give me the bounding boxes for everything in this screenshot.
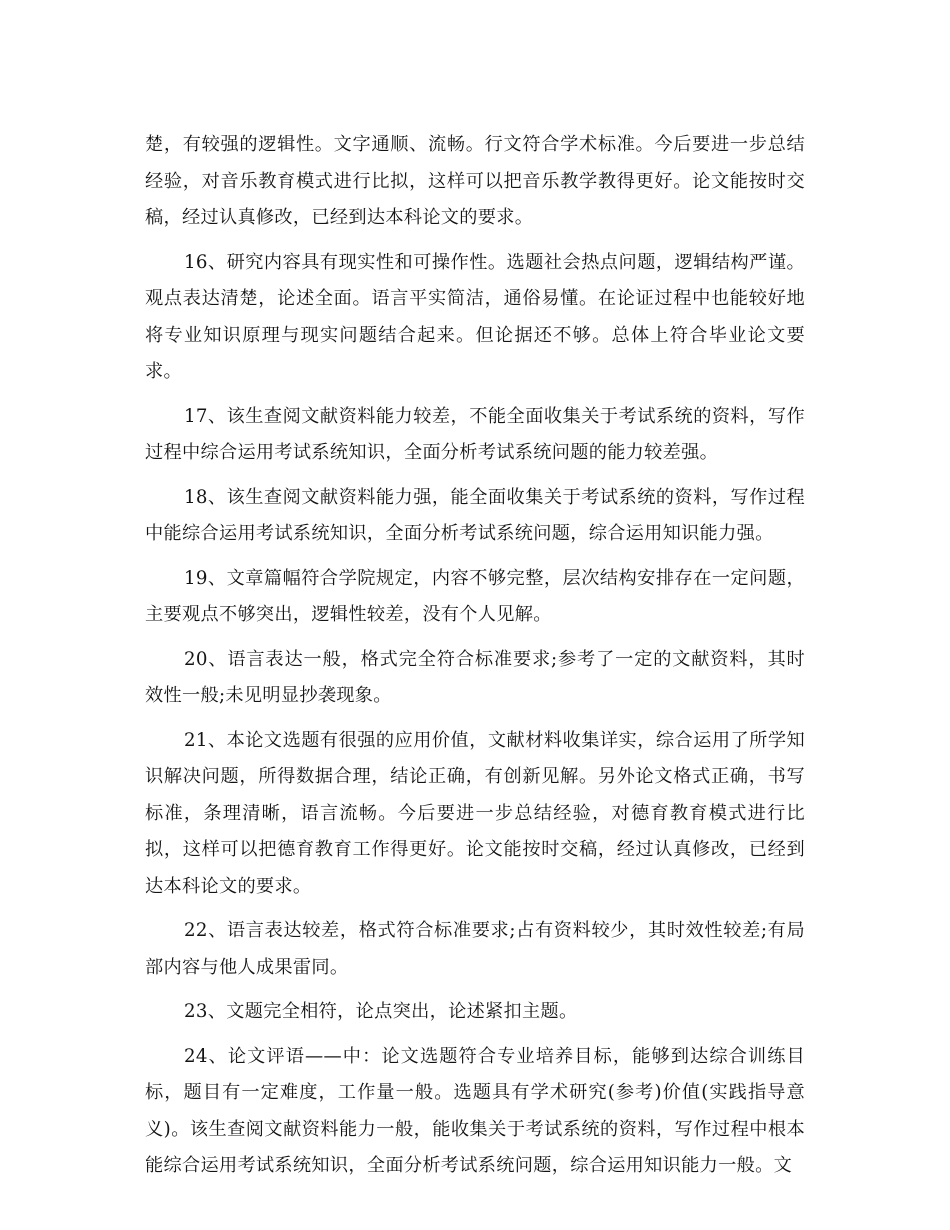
paragraph-17: 17、该生查阅文献资料能力较差，不能全面收集关于考试系统的资料，写作过程中综合运用考试系统知识，全面分析考试系统问题的能力较差强。 [145,405,805,463]
paragraph-19: 19、文章篇幅符合学院规定，内容不够完整，层次结构安排存在一定问题，主要观点不够突出，逻辑性较差，没有个人见解。 [145,567,805,625]
paragraph-20: 20、语言表达一般，格式完全符合标准要求;参考了一定的文献资料，其时效性一般;未见明显抄袭现象。 [145,648,805,706]
paragraph-22: 22、语言表达较差，格式符合标准要求;占有资料较少，其时效性较差;有局部内容与他人成果雷同。 [145,920,805,978]
paragraph-16: 16、研究内容具有现实性和可操作性。选题社会热点问题，逻辑结构严谨。观点表达清楚，论述全面。语言平实简洁，通俗易懂。在论证过程中也能较好地将专业知识原理与现实问题结合起来。但论据还不够。总体上符合毕业论文要求。 [145,251,805,382]
paragraph-23: 23、文题完全相符，论点突出，论述紧扣主题。 [184,1001,578,1022]
paragraph-24: 24、论文评语——中：论文选题符合专业培养目标，能够到达综合训练目标，题目有一定难度，工作量一般。选题具有学术研究(参考)价值(实践指导意义)。该生查阅文献资料能力一般，能收集关于考试系统的资料，写作过程中根本能综合运用考试系统知识，全面分析考试系统问题，综合运用知识能力一般。文 [145,1045,805,1176]
paragraph-18: 18、该生查阅文献资料能力强，能全面收集关于考试系统的资料，写作过程中能综合运用考试系统知识，全面分析考试系统问题，综合运用知识能力强。 [145,486,805,544]
document-page [145,127,805,1193]
paragraph-continuation: 楚，有较强的逻辑性。文字通顺、流畅。行文符合学术标准。今后要进一步总结经验，对音乐教育模式进行比拟，这样可以把音乐教学教得更好。论文能按时交稿，经过认真修改，已经到达本科论文的要求。 [145,134,805,228]
paragraph-21: 21、本论文选题有很强的应用价值，文献材料收集详实，综合运用了所学知识解决问题，所得数据合理，结论正确，有创新见解。另外论文格式正确，书写标准，条理清晰，语言流畅。今后要进一步总结经验，对德育教育模式进行比拟，这样可以把德育教育工作得更好。论文能按时交稿，经过认真修改，已经到达本科论文的要求。 [145,729,805,897]
